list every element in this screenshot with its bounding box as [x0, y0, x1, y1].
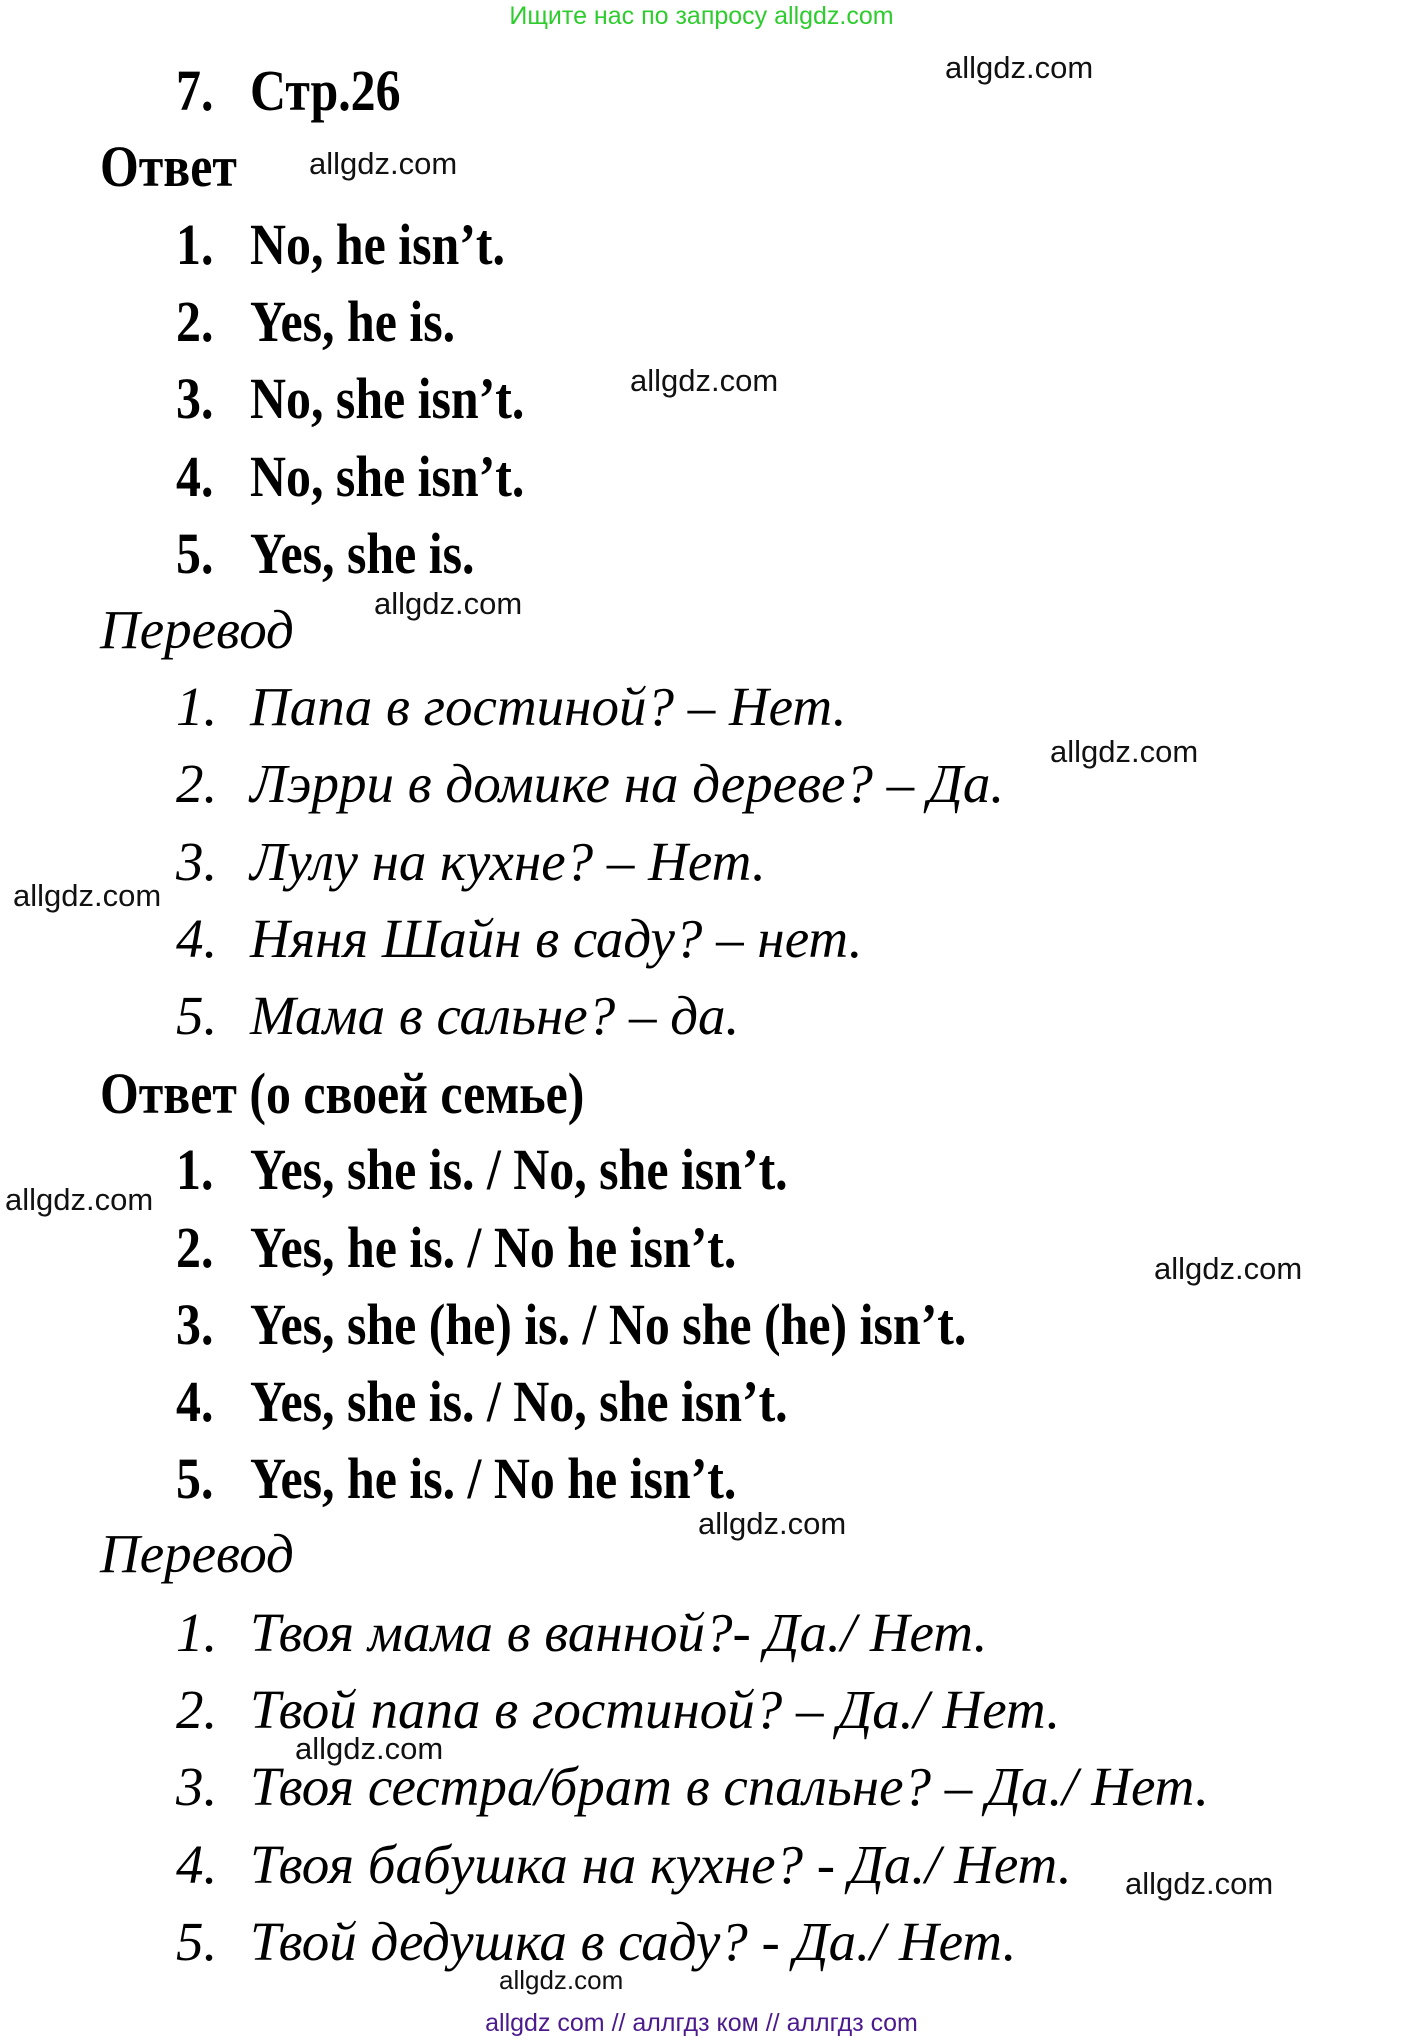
translation-number: 3.: [176, 831, 218, 892]
translation-item: Твоя мама в ванной?- Да./ Нет.: [250, 1602, 988, 1663]
translation-item: Твой дедушка в саду? - Да./ Нет.: [250, 1911, 1017, 1972]
exercise-title: Стр.26: [250, 58, 401, 123]
translation-number: 5.: [176, 1911, 218, 1972]
answer-number: 1.: [176, 1137, 214, 1202]
search-banner: Ищите нас по запросу allgdz.com: [509, 2, 894, 30]
answer-item: Yes, she is.: [250, 521, 475, 586]
translation-item: Мама в сальне? – да.: [250, 985, 740, 1046]
answer-number: 5.: [176, 521, 214, 586]
answer-item: Yes, she is. / No, she isn’t.: [250, 1369, 788, 1434]
watermark: allgdz.com: [1050, 734, 1199, 769]
translation-number: 4.: [176, 908, 218, 969]
watermark: allgdz.com: [309, 146, 458, 181]
translation-number: 2.: [176, 1679, 218, 1740]
translation-item: Твоя сестра/брат в спальне? – Да./ Нет.: [250, 1756, 1209, 1817]
translation-number: 1.: [176, 676, 218, 737]
answer-item: Yes, he is.: [250, 289, 456, 354]
answer-item: Yes, she is. / No, she isn’t.: [250, 1137, 788, 1202]
translation-number: 4.: [176, 1834, 218, 1895]
watermark: allgdz.com: [630, 363, 779, 398]
translation-number: 1.: [176, 1602, 218, 1663]
answer-item: No, he isn’t.: [250, 212, 505, 277]
translation-number: 2.: [176, 753, 218, 814]
watermark: allgdz.com: [698, 1506, 847, 1541]
answer-number: 3.: [176, 366, 214, 431]
answer-item: No, she isn’t.: [250, 444, 525, 509]
answer-number: 4.: [176, 1369, 214, 1434]
translation-heading: Перевод: [100, 599, 294, 660]
translation-item: Твой папа в гостиной? – Да./ Нет.: [250, 1679, 1061, 1740]
translation-heading: Перевод: [100, 1523, 294, 1584]
answer-number: 3.: [176, 1292, 214, 1357]
watermark: allgdz.com: [1125, 1866, 1274, 1901]
watermark: allgdz.com: [374, 586, 523, 621]
translation-item: Папа в гостиной? – Нет.: [250, 676, 847, 737]
answer-item: No, she isn’t.: [250, 366, 525, 431]
answer-number: 4.: [176, 444, 214, 509]
watermark: allgdz.com: [295, 1731, 444, 1766]
answer-number: 5.: [176, 1446, 214, 1511]
answer-heading: Ответ: [100, 134, 237, 199]
translation-number: 5.: [176, 985, 218, 1046]
translation-item: Лулу на кухне? – Нет.: [250, 831, 766, 892]
translation-number: 3.: [176, 1756, 218, 1817]
watermark: allgdz.com: [1154, 1251, 1303, 1286]
watermark: allgdz.com: [499, 1965, 624, 1995]
family-answer-heading: Ответ (о своей семье): [100, 1061, 585, 1126]
answer-item: Yes, she (he) is. / No she (he) isn’t.: [250, 1292, 967, 1357]
translation-item: Твоя бабушка на кухне? - Да./ Нет.: [250, 1834, 1072, 1895]
answer-item: Yes, he is. / No he isn’t.: [250, 1446, 737, 1511]
answer-number: 2.: [176, 1215, 214, 1280]
footer-links: allgdz com // аллгдз ком // аллгдз com: [485, 2009, 918, 2037]
answer-item: Yes, he is. / No he isn’t.: [250, 1215, 737, 1280]
translation-item: Няня Шайн в саду? – нет.: [250, 908, 863, 969]
watermark: allgdz.com: [945, 50, 1094, 85]
answer-number: 1.: [176, 212, 214, 277]
watermark: allgdz.com: [13, 878, 162, 913]
translation-item: Лэрри в домике на дереве? – Да.: [250, 753, 1005, 814]
watermark: allgdz.com: [5, 1182, 154, 1217]
answer-number: 2.: [176, 289, 214, 354]
exercise-number: 7.: [176, 58, 214, 123]
